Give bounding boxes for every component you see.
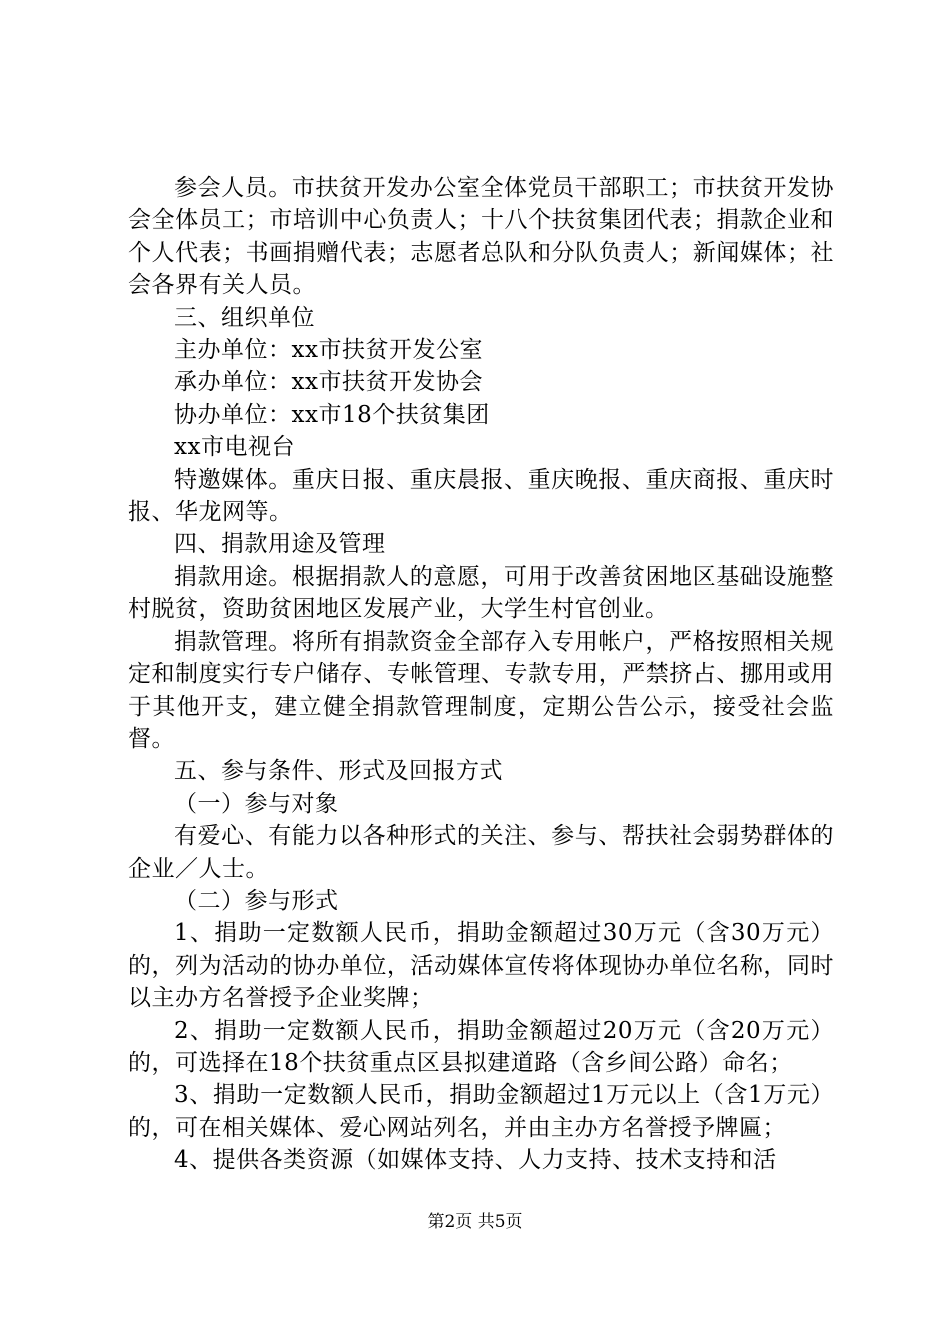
paragraph-co-organizer: 协办单位：xx市18个扶贫集团 <box>174 401 490 428</box>
document-body <box>128 172 834 1177</box>
heading-organizers: 三、组织单位 <box>174 304 315 331</box>
page-footer <box>0 1212 950 1232</box>
paragraph-attendees: 参会人员。市扶贫开发办公室全体党员干部职工；市扶贫开发协会全体员工；市培训中心负责人；十八个扶贫集团代表；捐款企业和个人代表；书画捐赠代表；志愿者总队和分队负责人；新闻媒体；社会各界有关人员。 <box>128 175 834 299</box>
subheading-forms: （二）参与形式 <box>174 887 339 914</box>
paragraph-form-2: 2、捐助一定数额人民币，捐助金额超过20万元（含20万元）的，可选择在18个扶贫重点区县拟建道路（含乡间公路）命名； <box>128 1017 834 1076</box>
paragraph-form-3: 3、捐助一定数额人民币，捐助金额超过1万元以上（含1万元）的，可在相关媒体、爱心网站列名，并由主办方名誉授予牌匾； <box>128 1082 834 1141</box>
paragraph-form-4: 4、提供各类资源（如媒体支持、人力支持、技术支持和活 <box>174 1147 777 1174</box>
paragraph-form-1: 1、捐助一定数额人民币，捐助金额超过30万元（含30万元）的，列为活动的协办单位，活动媒体宣传将体现协办单位名称，同时以主办方名誉授予企业奖牌； <box>128 920 834 1012</box>
paragraph-invited-media: 特邀媒体。重庆日报、重庆晨报、重庆晚报、重庆商报、重庆时报、华龙网等。 <box>128 466 834 526</box>
page-number-label: 第2页 共5页 <box>427 1212 523 1232</box>
paragraph-donation-purpose: 捐款用途。根据捐款人的意愿，可用于改善贫困地区基础设施整村脱贫，资助贫困地区发展产业，大学生村官创业。 <box>128 563 834 623</box>
heading-participation: 五、参与条件、形式及回报方式 <box>174 758 503 785</box>
paragraph-donation-management: 捐款管理。将所有捐款资金全部存入专用帐户，严格按照相关规定和制度实行专户储存、专帐管理、专款专用，严禁挤占、挪用或用于其他开支，建立健全捐款管理制度，定期公告公示，接受社会监督。 <box>128 628 834 752</box>
paragraph-tv-station: xx市电视台 <box>174 434 295 461</box>
paragraph-participants: 有爱心、有能力以各种形式的关注、参与、帮扶社会弱势群体的企业／人士。 <box>128 823 834 882</box>
heading-donation-use: 四、捐款用途及管理 <box>174 531 386 558</box>
subheading-participants: （一）参与对象 <box>174 790 339 817</box>
paragraph-host: 主办单位：xx市扶贫开发公室 <box>174 337 483 364</box>
paragraph-organizer: 承办单位：xx市扶贫开发协会 <box>174 369 483 396</box>
